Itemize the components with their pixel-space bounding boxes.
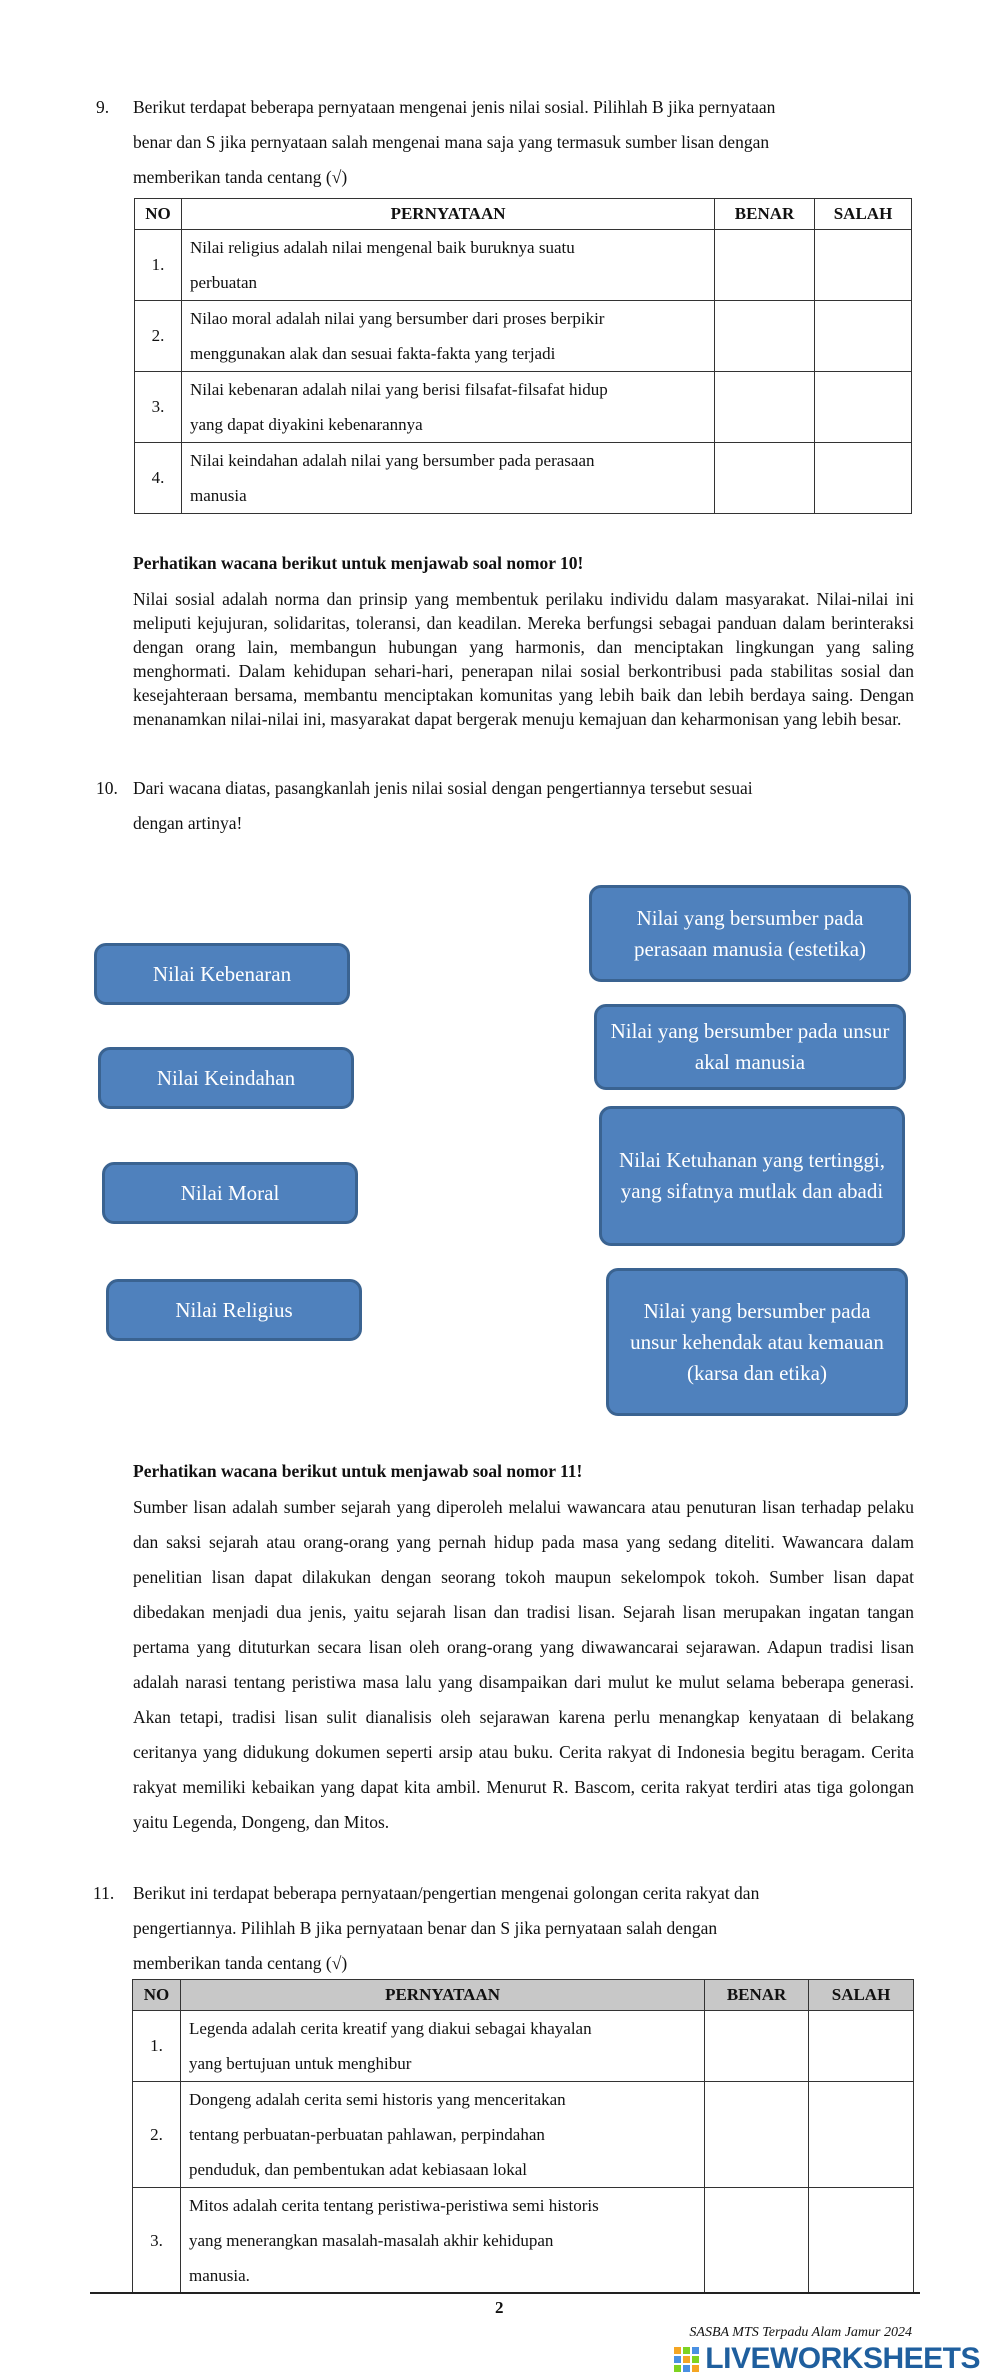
match-right-kehendak[interactable]: Nilai yang bersumber pada unsur kehendak atau kemauan (karsa dan etika)	[606, 1268, 908, 1416]
match-left-kebenaran[interactable]: Nilai Kebenaran	[94, 943, 350, 1005]
q11-row-line: penduduk, dan pembentukan adat kebiasaan lokal	[188, 2160, 527, 2179]
match-right-estetika[interactable]: Nilai yang bersumber pada perasaan manusia (estetika)	[589, 885, 911, 982]
q9-table-header	[135, 199, 912, 230]
q11-row-no: 3.	[133, 2188, 181, 2294]
match-right-akal[interactable]: Nilai yang bersumber pada unsur akal manusia	[594, 1004, 906, 1090]
liveworksheets-grid-icon	[674, 2347, 699, 2372]
q9-prompt-line2: benar dan S jika pernyataan salah mengenai mana saja yang termasuk sumber lisan dengan	[133, 132, 770, 152]
passage11-text: Sumber lisan adalah sumber sejarah yang diperoleh melalui wawancara atau penuturan lisan terhadap pelaku dan saksi sejarah atau orang-orang yang pernah hidup pada masa yang sedang diteliti. Wawancara dalam penelitian lisan dapat dilakukan dengan seorang tokoh maupun sekelompok tokoh. Sumber lisan dapat dibedakan menjadi dua jenis, yaitu sejarah lisan dan tradisi lisan. Sejarah lisan merupakan ingatan tangan pertama yang dituturkan secara lisan oleh orang-orang yang diwawancarai sejarawan. Adapun tradisi lisan adalah narasi tentang peristiwa masa lalu yang disampaikan dari mulut ke mulut selama beberapa generasi. Akan tetapi, tradisi lisan sulit dianalisis oleh sejarawan karena perlu menangkap kenyataan di belakang ceritanya yang didukung dokumen seperti arsip atau buku. Cerita rakyat di Indonesia begitu beragam. Cerita rakyat memiliki kebaikan yang dapat kita ambil. Menurut R. Bascom, cerita rakyat terdiri atas tiga golongan yaitu Legenda, Dongeng, dan Mitos.	[133, 1497, 914, 1832]
q9-row-statement	[181, 372, 714, 443]
q11-row-false-cell[interactable]	[809, 2011, 914, 2082]
q9-row-line: manusia	[189, 486, 247, 505]
liveworksheets-logo	[674, 2342, 980, 2376]
q11-row-2	[133, 2082, 914, 2188]
q9-row-no: 3.	[135, 372, 182, 443]
q11-row-1	[133, 2011, 914, 2082]
q9-row-line: Nilao moral adalah nilai yang bersumber dari proses berpikir	[189, 309, 605, 328]
q11-header-no: NO	[133, 1980, 181, 2011]
q11-row-line: manusia.	[188, 2266, 250, 2285]
q9-row-line: perbuatan	[189, 273, 258, 292]
q9-row-no: 1.	[135, 230, 182, 301]
match-left-moral[interactable]: Nilai Moral	[102, 1162, 358, 1224]
q11-header-false: SALAH	[809, 1980, 914, 2011]
q9-row-false-cell[interactable]	[815, 230, 912, 301]
q9-row-statement	[181, 443, 714, 514]
q11-row-line: yang bertujuan untuk menghibur	[188, 2054, 412, 2073]
q10-prompt-line2: dengan artinya!	[133, 813, 243, 833]
liveworksheets-brand: LIVEWORKSHEETS	[705, 2342, 980, 2375]
q9-prompt	[133, 90, 914, 195]
q11-number: 11.	[93, 1883, 115, 1903]
q9-row-no: 4.	[135, 443, 182, 514]
q9-row-false-cell[interactable]	[815, 301, 912, 372]
q11-row-no: 1.	[133, 2011, 181, 2082]
q9-row-true-cell[interactable]	[715, 372, 815, 443]
q11-row-line: tentang perbuatan-perbuatan pahlawan, perpindahan	[188, 2125, 545, 2144]
q11-row-true-cell[interactable]	[705, 2011, 809, 2082]
q10-prompt-line1: Dari wacana diatas, pasangkanlah jenis nilai sosial dengan pengertiannya tersebut sesuai	[133, 778, 753, 798]
q9-number: 9.	[96, 97, 110, 117]
q11-row-no: 2.	[133, 2082, 181, 2188]
school-footer: SASBA MTS Terpadu Alam Jamur 2024	[689, 2325, 912, 2340]
q9-row-2	[135, 301, 912, 372]
page-number: 2	[495, 2298, 504, 2317]
q9-prompt-line1: Berikut terdapat beberapa pernyataan mengenai jenis nilai sosial. Pilihlah B jika pernyataan	[133, 97, 776, 117]
q11-row-statement	[180, 2082, 704, 2188]
q9-row-3	[135, 372, 912, 443]
q10-number: 10.	[96, 778, 118, 798]
q11-row-false-cell[interactable]	[809, 2082, 914, 2188]
q9-row-4	[135, 443, 912, 514]
q9-header-no: NO	[135, 199, 182, 230]
q9-header-statement: PERNYATAAN	[181, 199, 714, 230]
q9-row-line: Nilai kebenaran adalah nilai yang berisi filsafat-filsafat hidup	[189, 380, 608, 399]
q11-row-true-cell[interactable]	[705, 2082, 809, 2188]
q11-prompt-line3: memberikan tanda centang (√)	[133, 1953, 348, 1973]
passage10-text: Nilai sosial adalah norma dan prinsip yang membentuk perilaku individu dalam masyarakat. Nilai-nilai ini meliputi kejujuran, solidaritas, toleransi, dan keadilan. Mereka berfungsi sebagai panduan dalam berinteraksi dengan orang lain, membangun hubungan yang harmonis, dan menciptakan lingkungan yang saling menghormati. Dalam kehidupan sehari-hari, penerapan nilai sosial berkontribusi pada stabilitas sosial dan kesejahteraan bersama, membantu menciptakan komunitas yang lebih baik dan lebih berdaya saing. Dengan menanamkan nilai-nilai ini, masyarakat dapat bergerak menuju kemajuan dan keharmonisan yang lebih besar.	[133, 589, 914, 729]
q11-row-3	[133, 2188, 914, 2294]
q9-row-true-cell[interactable]	[715, 230, 815, 301]
q9-table	[134, 198, 912, 514]
q9-row-line: yang dapat diyakini kebenarannya	[189, 415, 423, 434]
match-left-religius[interactable]: Nilai Religius	[106, 1279, 362, 1341]
q11-prompt-line1: Berikut ini terdapat beberapa pernyataan/pengertian mengenai golongan cerita rakyat dan	[133, 1883, 760, 1903]
q11-table-header	[133, 1980, 914, 2011]
q9-header-true: BENAR	[715, 199, 815, 230]
q9-row-false-cell[interactable]	[815, 443, 912, 514]
q11-prompt	[133, 1876, 914, 1981]
q9-header-false: SALAH	[815, 199, 912, 230]
match-right-ketuhanan[interactable]: Nilai Ketuhanan yang tertinggi, yang sifatnya mutlak dan abadi	[599, 1106, 905, 1246]
match-left-keindahan[interactable]: Nilai Keindahan	[98, 1047, 354, 1109]
q9-row-statement	[181, 301, 714, 372]
q9-row-line: menggunakan alak dan sesuai fakta-fakta yang terjadi	[189, 344, 556, 363]
q11-row-line: Dongeng adalah cerita semi historis yang menceritakan	[188, 2090, 566, 2109]
q9-row-false-cell[interactable]	[815, 372, 912, 443]
footer-rule	[90, 2292, 920, 2294]
q11-header-true: BENAR	[705, 1980, 809, 2011]
q11-table	[132, 1979, 914, 2294]
q9-row-line: Nilai keindahan adalah nilai yang bersumber pada perasaan	[189, 451, 595, 470]
q9-row-true-cell[interactable]	[715, 443, 815, 514]
q9-row-statement	[181, 230, 714, 301]
q11-row-statement	[180, 2011, 704, 2082]
q11-row-line: Legenda adalah cerita kreatif yang diakui sebagai khayalan	[188, 2019, 592, 2038]
q9-prompt-line3: memberikan tanda centang (√)	[133, 167, 348, 187]
q11-header-statement: PERNYATAAN	[180, 1980, 704, 2011]
passage10-heading: Perhatikan wacana berikut untuk menjawab soal nomor 10!	[133, 553, 584, 573]
q11-prompt-line2: pengertiannya. Pilihlah B jika pernyataan benar dan S jika pernyataan salah dengan	[133, 1918, 718, 1938]
q11-row-false-cell[interactable]	[809, 2188, 914, 2294]
q10-prompt	[133, 771, 914, 841]
q9-row-true-cell[interactable]	[715, 301, 815, 372]
q11-row-line: Mitos adalah cerita tentang peristiwa-peristiwa semi historis	[188, 2196, 599, 2215]
q9-row-no: 2.	[135, 301, 182, 372]
q11-row-true-cell[interactable]	[705, 2188, 809, 2294]
q9-row-line: Nilai religius adalah nilai mengenal baik buruknya suatu	[189, 238, 575, 257]
passage11-heading: Perhatikan wacana berikut untuk menjawab soal nomor 11!	[133, 1461, 583, 1481]
q9-row-1	[135, 230, 912, 301]
q11-row-line: yang menerangkan masalah-masalah akhir kehidupan	[188, 2231, 554, 2250]
q11-row-statement	[180, 2188, 704, 2294]
